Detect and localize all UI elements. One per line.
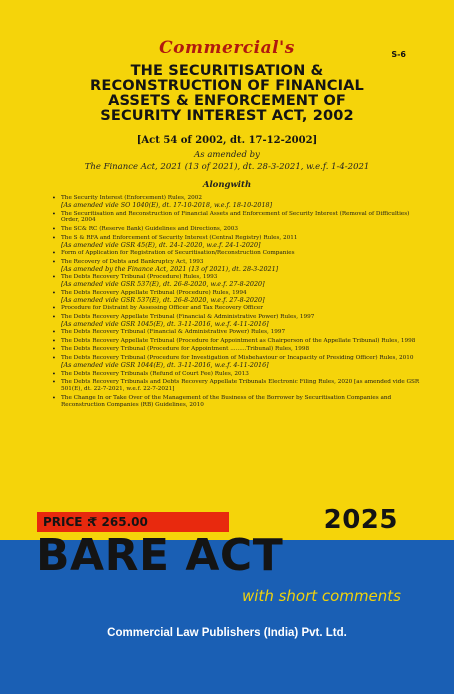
publisher-name: Commercial Law Publishers (India) Pvt. Ltd.	[107, 627, 347, 639]
contents-item-amendment: [As amended vide GSR 45(E), dt. 24-1-2020, w.e.f. 24-1-2020]	[61, 240, 261, 249]
finance-act-line: The Finance Act, 2021 (13 of 2021), dt. 28-3-2021, w.e.f. 1-4-2021	[84, 162, 370, 172]
contents-item-text: The Debts Recovery Appellate Tribunal (Procedure for Appointment as Chairperson of the Appellate Tribunal) Rules, 1998	[61, 337, 416, 344]
contents-item-text: The Debts Recovery Tribunal (Procedure for Investigation of Misbehaviour or Incapacity of Presiding Officer) Rules, 2010	[61, 355, 414, 362]
act-title	[0, 63, 454, 123]
title-line: THE SECURITISATION &	[130, 62, 324, 79]
contents-item-text: The Debts Recovery Appellate Tribunal (Financial & Administrative Power) Rules, 1997	[61, 313, 315, 320]
contents-item-text: The SC& RC (Reserve Bank) Guidelines and Directions, 2003	[61, 226, 238, 232]
contents-list-item	[52, 211, 422, 225]
contents-item-text: The Debts Recovery Appellate Tribunal (Procedure) Rules, 1994	[61, 289, 247, 296]
contents-item-amendment: [As amended vide GSR 1045(E), dt. 3-11-2016, w.e.f. 4-11-2016]	[61, 319, 269, 328]
contents-item-text: The Debts Recovery Tribunal (Procedure) Rules, 1993	[61, 274, 218, 281]
contents-list-item	[52, 379, 422, 393]
price-value: ₹ 265.00	[89, 515, 148, 529]
contents-list-item	[52, 259, 422, 273]
title-line: SECURITY INTEREST ACT, 2002	[100, 107, 354, 124]
title-line: RECONSTRUCTION OF FINANCIAL	[90, 77, 364, 94]
contents-list-item	[52, 314, 422, 328]
edition-year: 2025	[323, 505, 398, 535]
contents-item-text: The Debts Recovery Tribunals (Refund of Court Fee) Rules, 2013	[61, 370, 249, 377]
contents-item-amendment: [As amended vide GSR 537(E), dt. 26-8-2020, w.e.f. 27-8-2020]	[61, 295, 265, 304]
contents-list-item	[52, 338, 422, 345]
contents-item-amendment: [As amended by the Finance Act, 2021 (13 of 2021), dt. 28-3-2021]	[61, 264, 279, 273]
contents-item-amendment: [As amended vide GSR 537(E), dt. 26-8-2020, w.e.f. 27-8-2020]	[61, 280, 265, 289]
price-box	[37, 512, 229, 532]
contents-list-item	[52, 395, 422, 409]
contents-item-text: The Recovery of Debts and Bankruptcy Act, 1993	[61, 258, 204, 265]
contents-item-text: The Change In or Take Over of the Management of the Business of the Borrower by Securitisation Companies and Reconstruction Companies (RB) Guidelines, 2010	[61, 394, 392, 408]
amended-by-label: As amended by	[194, 150, 260, 160]
alongwith-label: Alongwith	[202, 180, 252, 190]
contents-list-item	[52, 235, 422, 249]
title-line: ASSETS & ENFORCEMENT OF	[108, 92, 346, 109]
contents-item-text: The Securitisation and Reconstruction of Financial Assets and Enforcement of Security Interest (Removal of Difficulties) Order, 2004	[61, 210, 410, 224]
contents-list-item	[52, 274, 422, 288]
contents-item-text: The Debts Recovery Tribunal (Procedure for Appointment .........Tribunal) Rules, 1998	[61, 346, 310, 353]
contents-list-item	[52, 371, 422, 378]
contents-item-text: Procedure for Distraint by Assessing Officer and Tax Recovery Officer	[61, 305, 264, 312]
short-comments-tagline: with short comments	[242, 587, 401, 605]
price-label: PRICE :	[43, 515, 92, 529]
contents-list-item	[52, 195, 422, 209]
contents-list-item	[52, 355, 422, 369]
series-code: S-6	[391, 50, 406, 59]
bare-act-heading: BARE ACT	[36, 530, 284, 581]
act-number: [Act 54 of 2002, dt. 17-12-2002]	[136, 135, 318, 146]
contents-item-text: The S & RFA and Enforcement of Security Interest (Central Registry) Rules, 2011	[61, 234, 298, 241]
contents-item-text: The Debts Recovery Tribunals and Debts Recovery Appellate Tribunals Electronic Filing Rules, 2020 [as amended vide GSR 501(E), dt. 22-7-2021, w.e.f. 22-7-2021]	[61, 379, 420, 393]
contents-list-item	[52, 226, 422, 233]
contents-list-item	[52, 329, 422, 336]
contents-item-amendment: [As amended vide SO 1040(E), dt. 17-10-2018, w.e.f. 18-10-2018]	[61, 200, 273, 209]
contents-item-text: Form of Application for Registration of Securitisation/Reconstruction Companies	[61, 250, 295, 257]
contents-list-item	[52, 346, 422, 353]
contents-item-text: The Security Interest (Enforcement) Rules, 2002	[61, 195, 202, 201]
contents-list	[52, 195, 422, 410]
contents-list-item	[52, 250, 422, 257]
contents-list-item	[52, 290, 422, 304]
contents-item-amendment: [As amended vide GSR 1044(E), dt. 3-11-2016, w.e.f. 4-11-2016]	[61, 360, 269, 369]
contents-list-item	[52, 305, 422, 312]
contents-item-text: The Debts Recovery Tribunal (Financial & Administrative Power) Rules, 1997	[61, 329, 286, 336]
publisher-brand: Commercial's	[159, 38, 295, 58]
